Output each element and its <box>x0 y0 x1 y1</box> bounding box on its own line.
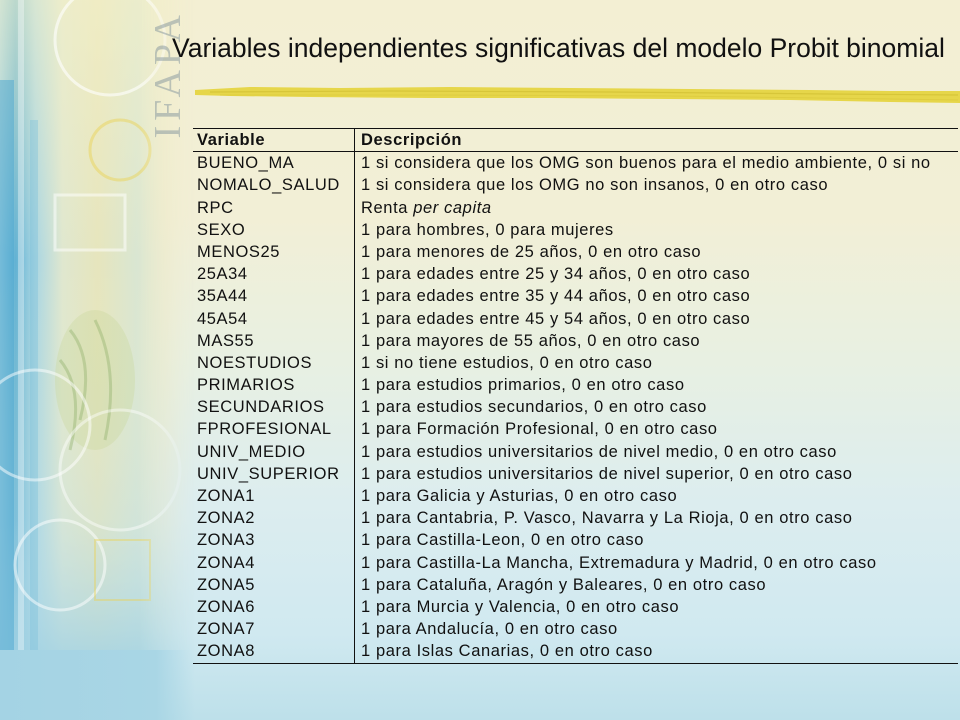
variable-cell: ZONA7 <box>193 618 355 640</box>
table-row <box>193 640 958 662</box>
description-text: 1 si no tiene estudios, 0 en otro caso <box>361 353 653 372</box>
table-row <box>193 241 958 263</box>
description-text: 1 para edades entre 35 y 44 años, 0 en otro caso <box>361 287 751 306</box>
description-cell <box>355 618 958 640</box>
table-row <box>193 441 958 463</box>
decorative-bar <box>0 80 14 650</box>
description-emphasis: per capita <box>413 198 492 217</box>
header-variable: Variable <box>193 129 355 151</box>
description-cell <box>355 441 958 463</box>
description-text: 1 para Murcia y Valencia, 0 en otro caso <box>361 597 680 616</box>
title-underline <box>190 76 960 108</box>
description-text: 1 para Galicia y Asturias, 0 en otro caso <box>361 487 678 505</box>
table-row <box>193 574 958 596</box>
variable-cell: 45A54 <box>193 308 355 330</box>
table-header-row <box>193 129 958 152</box>
description-cell <box>355 285 958 307</box>
variable-cell: MENOS25 <box>193 241 355 263</box>
description-cell <box>355 574 958 596</box>
description-text: 1 para Islas Canarias, 0 en otro caso <box>361 642 653 661</box>
description-text: 1 si considera que los OMG no son insanos, 0 en otro caso <box>361 176 829 195</box>
table-row <box>193 374 958 396</box>
description-cell <box>355 152 958 174</box>
table-row <box>193 197 958 219</box>
variable-cell: NOESTUDIOS <box>193 352 355 374</box>
description-text: 1 para estudios primarios, 0 en otro caso <box>361 376 685 395</box>
variable-cell: ZONA8 <box>193 640 355 662</box>
description-cell <box>355 241 958 263</box>
variable-cell: FPROFESIONAL <box>193 418 355 440</box>
table-row <box>193 263 958 285</box>
description-cell <box>355 640 958 662</box>
variable-cell: UNIV_SUPERIOR <box>193 463 355 485</box>
table-row <box>193 285 958 307</box>
description-cell <box>355 596 958 618</box>
description-cell <box>355 219 958 241</box>
description-cell <box>355 352 958 374</box>
description-text: 1 para Castilla-La Mancha, Extremadura y Madrid, 0 en otro caso <box>361 553 877 572</box>
description-cell <box>355 507 958 529</box>
description-cell <box>355 463 958 485</box>
variables-table <box>193 128 958 664</box>
variable-cell: UNIV_MEDIO <box>193 441 355 463</box>
description-text: 1 para Formación Profesional, 0 en otro caso <box>361 420 718 439</box>
description-text: 1 si considera que los OMG son buenos para el medio ambiente, 0 si no <box>361 154 931 173</box>
description-text: 1 para estudios universitarios de nivel superior, 0 en otro caso <box>361 464 853 483</box>
description-text: 1 para Cataluña, Aragón y Baleares, 0 en otro caso <box>361 575 767 594</box>
table-row <box>193 507 958 529</box>
table-row <box>193 485 958 507</box>
description-cell <box>355 263 958 285</box>
description-text: 1 para estudios universitarios de nivel medio, 0 en otro caso <box>361 442 837 461</box>
table-row <box>193 330 958 352</box>
variable-cell: 35A44 <box>193 285 355 307</box>
description-cell <box>355 552 958 574</box>
variable-cell: ZONA1 <box>193 485 355 507</box>
variable-cell: BUENO_MA <box>193 152 355 174</box>
table-row <box>193 308 958 330</box>
table-row <box>193 463 958 485</box>
description-cell <box>355 374 958 396</box>
description-cell <box>355 330 958 352</box>
variable-cell: ZONA6 <box>193 596 355 618</box>
table-row <box>193 529 958 551</box>
header-description: Descripción <box>361 131 463 149</box>
description-text: 1 para Andalucía, 0 en otro caso <box>361 620 618 639</box>
description-cell <box>355 529 958 551</box>
description-cell <box>355 418 958 440</box>
description-cell <box>355 197 958 219</box>
table-row <box>193 174 958 196</box>
table-body <box>193 152 958 662</box>
table-row <box>193 596 958 618</box>
variable-cell: NOMALO_SALUD <box>193 174 355 196</box>
variable-cell: 25A34 <box>193 263 355 285</box>
description-text: 1 para edades entre 45 y 54 años, 0 en otro caso <box>361 309 751 328</box>
description-text: 1 para estudios secundarios, 0 en otro caso <box>361 398 707 417</box>
description-cell <box>355 396 958 418</box>
variable-cell: RPC <box>193 197 355 219</box>
variable-cell: SEXO <box>193 219 355 241</box>
variable-cell: ZONA5 <box>193 574 355 596</box>
table-row <box>193 219 958 241</box>
description-text: Renta <box>361 198 414 217</box>
decorative-bar <box>18 0 24 650</box>
variable-cell: ZONA2 <box>193 507 355 529</box>
variable-cell: ZONA3 <box>193 529 355 551</box>
description-text: 1 para hombres, 0 para mujeres <box>361 220 614 239</box>
description-text: 1 para Castilla-Leon, 0 en otro caso <box>361 531 645 550</box>
description-cell <box>355 485 958 507</box>
description-cell <box>355 174 958 196</box>
decorative-bar <box>30 120 38 650</box>
table-row <box>193 352 958 374</box>
page-title: Variables independientes significativas del modelo Probit binomial <box>172 33 945 63</box>
table-row <box>193 418 958 440</box>
variable-cell: MAS55 <box>193 330 355 352</box>
description-text: 1 para menores de 25 años, 0 en otro caso <box>361 242 702 261</box>
description-text: 1 para Cantabria, P. Vasco, Navarra y La Rioja, 0 en otro caso <box>361 509 853 528</box>
table-row <box>193 552 958 574</box>
table-row <box>193 618 958 640</box>
description-cell <box>355 308 958 330</box>
description-text: 1 para mayores de 55 años, 0 en otro caso <box>361 331 701 350</box>
variable-cell: SECUNDARIOS <box>193 396 355 418</box>
variable-cell: PRIMARIOS <box>193 374 355 396</box>
ifapa-logo: IFAPA <box>147 10 189 139</box>
description-text: 1 para edades entre 25 y 34 años, 0 en otro caso <box>361 265 751 284</box>
table-row <box>193 396 958 418</box>
table-row <box>193 152 958 174</box>
bottom-band <box>0 650 195 720</box>
variable-cell: ZONA4 <box>193 552 355 574</box>
